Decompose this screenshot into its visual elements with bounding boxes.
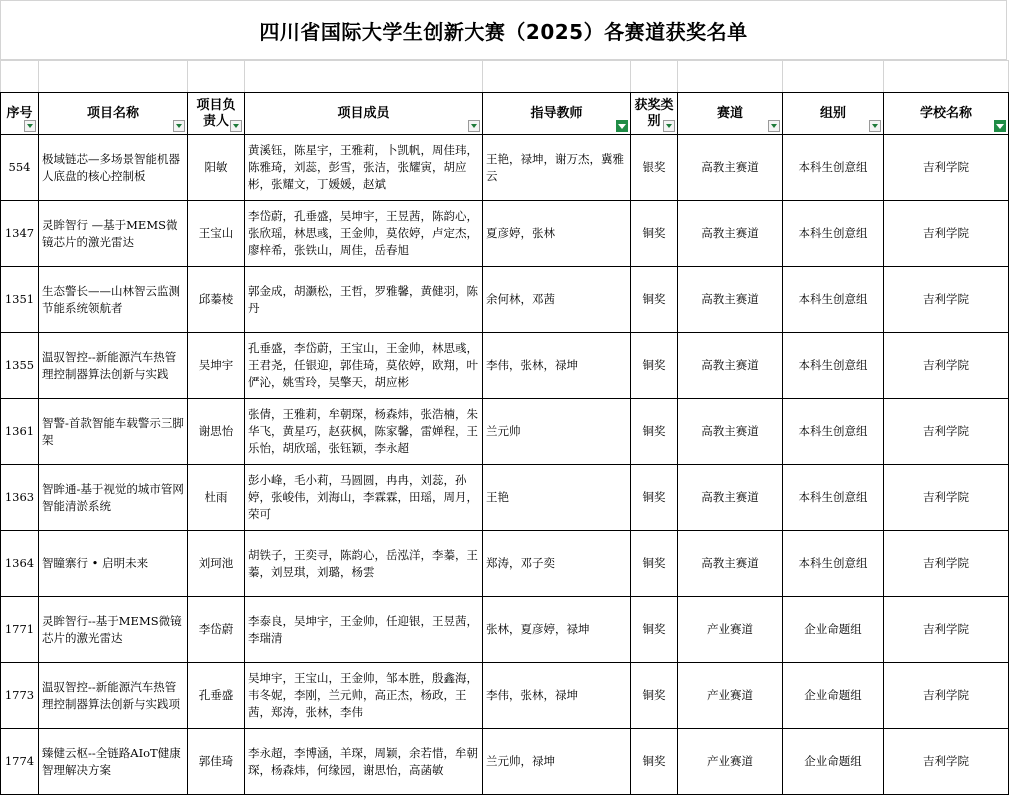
project-name-cell[interactable]: 生态警长——山林智云监测节能系统领航者 (39, 267, 188, 333)
members-cell[interactable]: 黄溪钰，陈星宇，王雅莉，卜凯帆，周佳玮，陈雅琦，刘蕊，彭雪，张洁，张耀寅，胡应彬，张耀文，丁媛媛，赵斌 (245, 135, 483, 201)
project-name-cell[interactable]: 智警-首款智能车载警示三脚架 (39, 399, 188, 465)
filter-dropdown-icon[interactable] (468, 120, 480, 132)
column-header-label: 组别 (819, 105, 846, 121)
table-row (1, 729, 1009, 795)
school-cell[interactable]: 吉利学院 (884, 333, 1009, 399)
project-name-cell[interactable]: 智瞳寨行 • 启明未来 (39, 531, 188, 597)
school-cell[interactable]: 吉利学院 (884, 267, 1009, 333)
chevron-down-icon (176, 124, 182, 128)
filter-dropdown-icon[interactable] (24, 120, 36, 132)
column-header-label: 指导教师 (530, 105, 583, 121)
award-cell[interactable]: 铜奖 (631, 663, 678, 729)
members-cell[interactable]: 胡铁子，王奕寻，陈韵心，岳泓洋，李蓁，王蓁，刘昱琪，刘璐，杨雲 (245, 531, 483, 597)
leader-cell[interactable]: 吴坤宇 (188, 333, 245, 399)
track-cell[interactable]: 高教主赛道 (678, 465, 783, 531)
school-cell[interactable]: 吉利学院 (884, 729, 1009, 795)
row-id-cell[interactable]: 1364 (1, 531, 39, 597)
funnel-icon (996, 124, 1004, 129)
table-row (1, 333, 1009, 399)
empty-cell[interactable] (188, 61, 245, 93)
chevron-down-icon (233, 124, 239, 128)
project-name-cell[interactable]: 臻健云枢--全链路AIoT健康智理解决方案 (39, 729, 188, 795)
leader-cell[interactable]: 王宝山 (188, 201, 245, 267)
track-cell[interactable]: 产业赛道 (678, 597, 783, 663)
leader-cell[interactable]: 阳敏 (188, 135, 245, 201)
leader-cell[interactable]: 刘珂池 (188, 531, 245, 597)
table-row (1, 267, 1009, 333)
group-cell[interactable]: 本科生创意组 (783, 333, 884, 399)
column-header (1, 93, 39, 135)
school-cell[interactable]: 吉利学院 (884, 399, 1009, 465)
row-id-cell[interactable]: 1361 (1, 399, 39, 465)
track-cell[interactable]: 产业赛道 (678, 729, 783, 795)
table-row (1, 663, 1009, 729)
project-name-cell[interactable]: 极域链芯—多场景智能机器人底盘的核心控制板 (39, 135, 188, 201)
table-row (1, 399, 1009, 465)
column-header (483, 93, 631, 135)
empty-cell[interactable] (678, 61, 783, 93)
empty-cell[interactable] (39, 61, 188, 93)
advisor-cell[interactable]: 兰元帅，禄坤 (483, 729, 631, 795)
members-cell[interactable]: 孔垂盛，李岱蔚，王宝山，王金帅，林思彧，王君尧，任银迎，郭佳琦，莫依婷，欧翔，叶俨沁，姚雪玲，吴擎天，胡应彬 (245, 333, 483, 399)
advisor-cell[interactable]: 王艳，禄坤，谢万杰，冀雅云 (483, 135, 631, 201)
members-cell[interactable]: 吴坤宇，王宝山，王金帅，邹本胜，殷鑫海，韦冬妮，李刚，兰元帅，高正杰，杨政，王茜，郑涛，张林，李伟 (245, 663, 483, 729)
filter-dropdown-icon[interactable] (869, 120, 881, 132)
filter-dropdown-icon[interactable] (173, 120, 185, 132)
column-header-label: 项目成员 (337, 105, 390, 121)
leader-cell[interactable]: 郭佳琦 (188, 729, 245, 795)
group-cell[interactable]: 企业命题组 (783, 663, 884, 729)
filter-dropdown-icon[interactable] (768, 120, 780, 132)
school-cell[interactable]: 吉利学院 (884, 531, 1009, 597)
column-header-label: 项目名称 (86, 105, 139, 121)
advisor-cell[interactable]: 王艳 (483, 465, 631, 531)
column-header (188, 93, 245, 135)
table-row (1, 465, 1009, 531)
row-id-cell[interactable]: 1771 (1, 597, 39, 663)
row-id-cell[interactable]: 1773 (1, 663, 39, 729)
column-header (245, 93, 483, 135)
column-header (39, 93, 188, 135)
chevron-down-icon (771, 124, 777, 128)
members-cell[interactable]: 彭小峰，毛小莉，马圆圆，冉冉，刘蕊，孙婷，张峻伟，刘海山，李霖霖，田瑶，周月，荣可 (245, 465, 483, 531)
leader-cell[interactable]: 杜雨 (188, 465, 245, 531)
row-id-cell[interactable]: 1355 (1, 333, 39, 399)
award-cell[interactable]: 铜奖 (631, 399, 678, 465)
column-header (884, 93, 1009, 135)
project-name-cell[interactable]: 温驭智控--新能源汽车热管理控制器算法创新与实践项 (39, 663, 188, 729)
award-cell[interactable]: 铜奖 (631, 267, 678, 333)
leader-cell[interactable]: 邱蓁棱 (188, 267, 245, 333)
filter-dropdown-icon[interactable] (230, 120, 242, 132)
track-cell[interactable]: 高教主赛道 (678, 267, 783, 333)
table-row (1, 201, 1009, 267)
members-cell[interactable]: 郭金成，胡灏松，王哲，罗雅馨，黄健羽，陈丹 (245, 267, 483, 333)
group-cell[interactable]: 本科生创意组 (783, 135, 884, 201)
advisor-cell[interactable]: 张林，夏彦婷，禄坤 (483, 597, 631, 663)
track-cell[interactable]: 高教主赛道 (678, 333, 783, 399)
column-header-label: 序号 (6, 105, 33, 121)
chevron-down-icon (666, 124, 672, 128)
empty-cell[interactable] (483, 61, 631, 93)
group-cell[interactable]: 企业命题组 (783, 597, 884, 663)
column-header-label: 获奖类别 (634, 97, 674, 129)
award-cell[interactable]: 铜奖 (631, 597, 678, 663)
school-cell[interactable]: 吉利学院 (884, 663, 1009, 729)
empty-cell[interactable] (1, 61, 39, 93)
empty-cell[interactable] (631, 61, 678, 93)
group-cell[interactable]: 本科生创意组 (783, 201, 884, 267)
members-cell[interactable]: 张倩，王雅莉，牟朝琛，杨森炜，张浩楠，朱华飞，黄星巧，赵荻枫，陈家馨，雷婵程，王乐怡，胡欣瑶，张钰颖，李永超 (245, 399, 483, 465)
sheet-title: 四川省国际大学生创新大赛（2025）各赛道获奖名单 (0, 0, 1007, 60)
chevron-down-icon (27, 124, 33, 128)
award-cell[interactable]: 铜奖 (631, 729, 678, 795)
group-cell[interactable]: 企业命题组 (783, 729, 884, 795)
column-header (678, 93, 783, 135)
award-cell[interactable]: 铜奖 (631, 201, 678, 267)
leader-cell[interactable]: 孔垂盛 (188, 663, 245, 729)
award-cell[interactable]: 铜奖 (631, 531, 678, 597)
school-cell[interactable]: 吉利学院 (884, 135, 1009, 201)
filter-active-icon[interactable] (994, 120, 1006, 132)
advisor-cell[interactable]: 夏彦婷，张林 (483, 201, 631, 267)
leader-cell[interactable]: 谢思怡 (188, 399, 245, 465)
awards-table (0, 60, 1009, 795)
project-name-cell[interactable]: 温驭智控--新能源汽车热管理控制器算法创新与实践 (39, 333, 188, 399)
group-cell[interactable]: 本科生创意组 (783, 267, 884, 333)
members-cell[interactable]: 李永超，李博涵，羊琛，周颖，余若惜，牟朝琛，杨森炜，何缘园，谢思怡，高菡敏 (245, 729, 483, 795)
advisor-cell[interactable]: 李伟，张林，禄坤 (483, 663, 631, 729)
empty-cell[interactable] (245, 61, 483, 93)
members-cell[interactable]: 李岱蔚，孔垂盛，吴坤宇，王昱茜，陈韵心，张欣瑶，林思彧，王金帅，莫依婷，卢定杰，廖梓希，张铁山，周佳，岳春旭 (245, 201, 483, 267)
column-header-label: 项目负责人 (196, 97, 236, 129)
group-cell[interactable]: 本科生创意组 (783, 465, 884, 531)
row-id-cell[interactable]: 554 (1, 135, 39, 201)
filter-active-icon[interactable] (616, 120, 628, 132)
advisor-cell[interactable]: 兰元帅 (483, 399, 631, 465)
column-header (631, 93, 678, 135)
leader-cell[interactable]: 李岱蔚 (188, 597, 245, 663)
advisor-cell[interactable]: 李伟，张林，禄坤 (483, 333, 631, 399)
school-cell[interactable]: 吉利学院 (884, 201, 1009, 267)
project-name-cell[interactable]: 灵眸智行--基于MEMS微镜芯片的激光雷达 (39, 597, 188, 663)
advisor-cell[interactable]: 郑涛，邓子奕 (483, 531, 631, 597)
column-header-label: 赛道 (716, 105, 743, 121)
school-cell[interactable]: 吉利学院 (884, 597, 1009, 663)
table-row (1, 135, 1009, 201)
empty-cell[interactable] (783, 61, 884, 93)
award-cell[interactable]: 银奖 (631, 135, 678, 201)
award-cell[interactable]: 铜奖 (631, 465, 678, 531)
advisor-cell[interactable]: 余何林，邓茜 (483, 267, 631, 333)
row-id-cell[interactable]: 1363 (1, 465, 39, 531)
chevron-down-icon (471, 124, 477, 128)
project-name-cell[interactable]: 灵眸智行 —基于MEMS微镜芯片的激光雷达 (39, 201, 188, 267)
track-cell[interactable]: 高教主赛道 (678, 531, 783, 597)
column-header-label: 学校名称 (919, 105, 972, 121)
members-cell[interactable]: 李泰良，吴坤宇，王金帅，任迎银，王昱茜，李瑞清 (245, 597, 483, 663)
row-id-cell[interactable]: 1347 (1, 201, 39, 267)
row-id-cell[interactable]: 1351 (1, 267, 39, 333)
row-id-cell[interactable]: 1774 (1, 729, 39, 795)
school-cell[interactable]: 吉利学院 (884, 465, 1009, 531)
track-cell[interactable]: 高教主赛道 (678, 135, 783, 201)
group-cell[interactable]: 本科生创意组 (783, 399, 884, 465)
track-cell[interactable]: 产业赛道 (678, 663, 783, 729)
blank-row (1, 61, 1009, 93)
track-cell[interactable]: 高教主赛道 (678, 201, 783, 267)
project-name-cell[interactable]: 智眸通-基于视觉的城市管网智能清淤系统 (39, 465, 188, 531)
track-cell[interactable]: 高教主赛道 (678, 399, 783, 465)
chevron-down-icon (872, 124, 878, 128)
group-cell[interactable]: 本科生创意组 (783, 531, 884, 597)
table-row (1, 597, 1009, 663)
header-row (1, 93, 1009, 135)
column-header (783, 93, 884, 135)
award-cell[interactable]: 铜奖 (631, 333, 678, 399)
funnel-icon (618, 124, 626, 129)
filter-dropdown-icon[interactable] (663, 120, 675, 132)
table-row (1, 531, 1009, 597)
empty-cell[interactable] (884, 61, 1009, 93)
